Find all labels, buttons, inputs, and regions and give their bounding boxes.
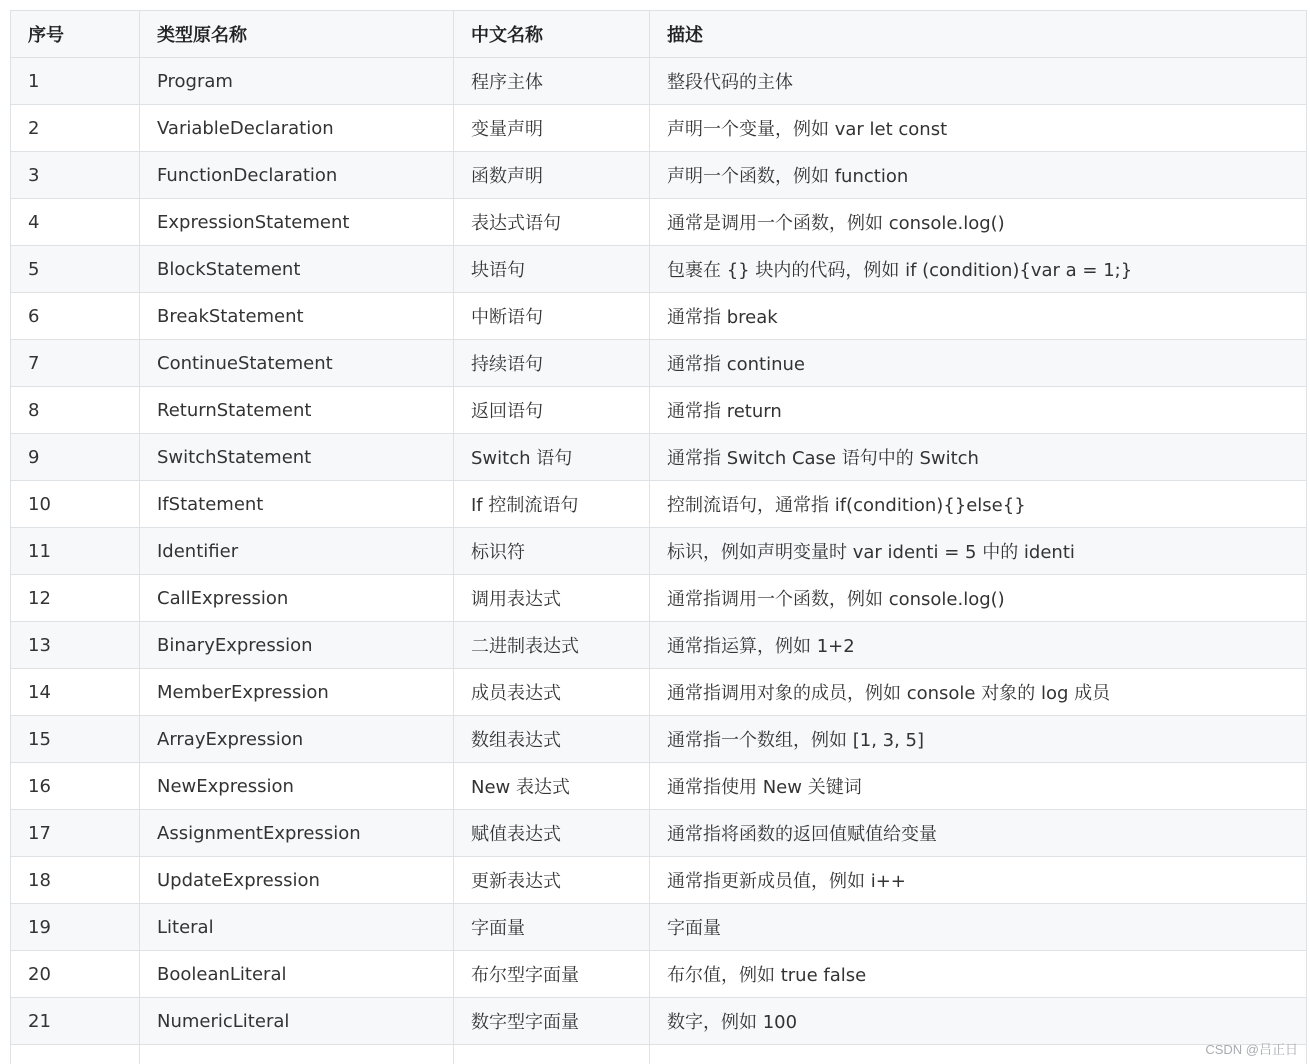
cell-index: 19 bbox=[11, 904, 140, 951]
cell-original-name: ExpressionStatement bbox=[140, 199, 454, 246]
cell-description: 通常是调用一个函数，例如 console.log() bbox=[650, 199, 1307, 246]
cell-original-name: IfStatement bbox=[140, 481, 454, 528]
table-row bbox=[11, 998, 1307, 1045]
table-row bbox=[11, 904, 1307, 951]
cell-chinese-name: 数字型字面量 bbox=[454, 998, 650, 1045]
cell-index: 3 bbox=[11, 152, 140, 199]
cell-original-name: BreakStatement bbox=[140, 293, 454, 340]
cell-chinese-name: 程序主体 bbox=[454, 58, 650, 105]
cell-chinese-name: Switch 语句 bbox=[454, 434, 650, 481]
table-row bbox=[11, 528, 1307, 575]
cell-description: 数字，例如 100 bbox=[650, 998, 1307, 1045]
table-row bbox=[11, 951, 1307, 998]
cell-index: 18 bbox=[11, 857, 140, 904]
cell-description: 通常指调用对象的成员，例如 console 对象的 log 成员 bbox=[650, 669, 1307, 716]
cell-description: 通常指一个数组，例如 [1, 3, 5] bbox=[650, 716, 1307, 763]
cell-original-name: ContinueStatement bbox=[140, 340, 454, 387]
cell-index: 11 bbox=[11, 528, 140, 575]
cell-chinese-name bbox=[454, 1045, 650, 1064]
cell-description: 字面量 bbox=[650, 904, 1307, 951]
cell-description: 通常指 return bbox=[650, 387, 1307, 434]
cell-index: 6 bbox=[11, 293, 140, 340]
cell-original-name: MemberExpression bbox=[140, 669, 454, 716]
cell-description: 通常指 break bbox=[650, 293, 1307, 340]
cell-chinese-name: 赋值表达式 bbox=[454, 810, 650, 857]
table-row bbox=[11, 481, 1307, 528]
cell-description: 控制流语句，通常指 if(condition){}else{} bbox=[650, 481, 1307, 528]
table-row bbox=[11, 1045, 1307, 1064]
cell-description: 通常指使用 New 关键词 bbox=[650, 763, 1307, 810]
table-row bbox=[11, 434, 1307, 481]
cell-chinese-name: 成员表达式 bbox=[454, 669, 650, 716]
table-row bbox=[11, 575, 1307, 622]
header-index: 序号 bbox=[11, 11, 140, 58]
cell-index: 7 bbox=[11, 340, 140, 387]
cell-original-name: UpdateExpression bbox=[140, 857, 454, 904]
table-row bbox=[11, 340, 1307, 387]
cell-index: 2 bbox=[11, 105, 140, 152]
cell-original-name bbox=[140, 1045, 454, 1064]
cell-description: 包裹在 {} 块内的代码，例如 if (condition){var a = 1;} bbox=[650, 246, 1307, 293]
table-row bbox=[11, 857, 1307, 904]
cell-description: 标识，例如声明变量时 var identi = 5 中的 identi bbox=[650, 528, 1307, 575]
header-original-name: 类型原名称 bbox=[140, 11, 454, 58]
cell-index: 1 bbox=[11, 58, 140, 105]
cell-chinese-name: 块语句 bbox=[454, 246, 650, 293]
cell-chinese-name: 更新表达式 bbox=[454, 857, 650, 904]
cell-description: 通常指运算，例如 1+2 bbox=[650, 622, 1307, 669]
table-row bbox=[11, 246, 1307, 293]
cell-original-name: Identifier bbox=[140, 528, 454, 575]
cell-chinese-name: 表达式语句 bbox=[454, 199, 650, 246]
cell-chinese-name: 字面量 bbox=[454, 904, 650, 951]
cell-original-name: FunctionDeclaration bbox=[140, 152, 454, 199]
cell-index: 10 bbox=[11, 481, 140, 528]
cell-chinese-name: 调用表达式 bbox=[454, 575, 650, 622]
cell-description: 声明一个变量，例如 var let const bbox=[650, 105, 1307, 152]
cell-description: 通常指将函数的返回值赋值给变量 bbox=[650, 810, 1307, 857]
cell-chinese-name: 返回语句 bbox=[454, 387, 650, 434]
cell-description: 通常指调用一个函数，例如 console.log() bbox=[650, 575, 1307, 622]
cell-chinese-name: 函数声明 bbox=[454, 152, 650, 199]
ast-node-types-table bbox=[10, 10, 1307, 1064]
cell-chinese-name: 二进制表达式 bbox=[454, 622, 650, 669]
cell-chinese-name: 布尔型字面量 bbox=[454, 951, 650, 998]
table-row bbox=[11, 622, 1307, 669]
header-chinese-name: 中文名称 bbox=[454, 11, 650, 58]
cell-description: 通常指 Switch Case 语句中的 Switch bbox=[650, 434, 1307, 481]
cell-original-name: BinaryExpression bbox=[140, 622, 454, 669]
cell-original-name: BlockStatement bbox=[140, 246, 454, 293]
cell-original-name: CallExpression bbox=[140, 575, 454, 622]
cell-index: 14 bbox=[11, 669, 140, 716]
cell-index: 9 bbox=[11, 434, 140, 481]
table-row bbox=[11, 669, 1307, 716]
cell-chinese-name: 标识符 bbox=[454, 528, 650, 575]
cell-index: 8 bbox=[11, 387, 140, 434]
table-row bbox=[11, 58, 1307, 105]
cell-index: 17 bbox=[11, 810, 140, 857]
cell-index: 16 bbox=[11, 763, 140, 810]
cell-chinese-name: 数组表达式 bbox=[454, 716, 650, 763]
table-row bbox=[11, 152, 1307, 199]
cell-original-name: BooleanLiteral bbox=[140, 951, 454, 998]
cell-index: 4 bbox=[11, 199, 140, 246]
watermark: CSDN @吕正日 bbox=[1205, 1042, 1298, 1057]
cell-index: 12 bbox=[11, 575, 140, 622]
cell-index: 21 bbox=[11, 998, 140, 1045]
cell-original-name: ReturnStatement bbox=[140, 387, 454, 434]
cell-chinese-name: 中断语句 bbox=[454, 293, 650, 340]
table-row bbox=[11, 387, 1307, 434]
table-header-row bbox=[11, 11, 1307, 58]
table-row bbox=[11, 105, 1307, 152]
cell-original-name: VariableDeclaration bbox=[140, 105, 454, 152]
table-row bbox=[11, 763, 1307, 810]
cell-description: 整段代码的主体 bbox=[650, 58, 1307, 105]
cell-description: 通常指 continue bbox=[650, 340, 1307, 387]
table-row bbox=[11, 810, 1307, 857]
table-body bbox=[11, 58, 1307, 1064]
cell-original-name: NewExpression bbox=[140, 763, 454, 810]
cell-chinese-name: 持续语句 bbox=[454, 340, 650, 387]
cell-index bbox=[11, 1045, 140, 1064]
table-row bbox=[11, 293, 1307, 340]
cell-index: 20 bbox=[11, 951, 140, 998]
cell-original-name: ArrayExpression bbox=[140, 716, 454, 763]
cell-original-name: Program bbox=[140, 58, 454, 105]
cell-index: 13 bbox=[11, 622, 140, 669]
cell-original-name: Literal bbox=[140, 904, 454, 951]
cell-index: 15 bbox=[11, 716, 140, 763]
cell-description: 通常指更新成员值，例如 i++ bbox=[650, 857, 1307, 904]
table-row bbox=[11, 716, 1307, 763]
cell-description: 布尔值，例如 true false bbox=[650, 951, 1307, 998]
cell-original-name: NumericLiteral bbox=[140, 998, 454, 1045]
table-row bbox=[11, 199, 1307, 246]
cell-index: 5 bbox=[11, 246, 140, 293]
cell-chinese-name: 变量声明 bbox=[454, 105, 650, 152]
header-description: 描述 bbox=[650, 11, 1307, 58]
cell-original-name: AssignmentExpression bbox=[140, 810, 454, 857]
cell-chinese-name: New 表达式 bbox=[454, 763, 650, 810]
cell-original-name: SwitchStatement bbox=[140, 434, 454, 481]
cell-chinese-name: If 控制流语句 bbox=[454, 481, 650, 528]
cell-description: 声明一个函数，例如 function bbox=[650, 152, 1307, 199]
